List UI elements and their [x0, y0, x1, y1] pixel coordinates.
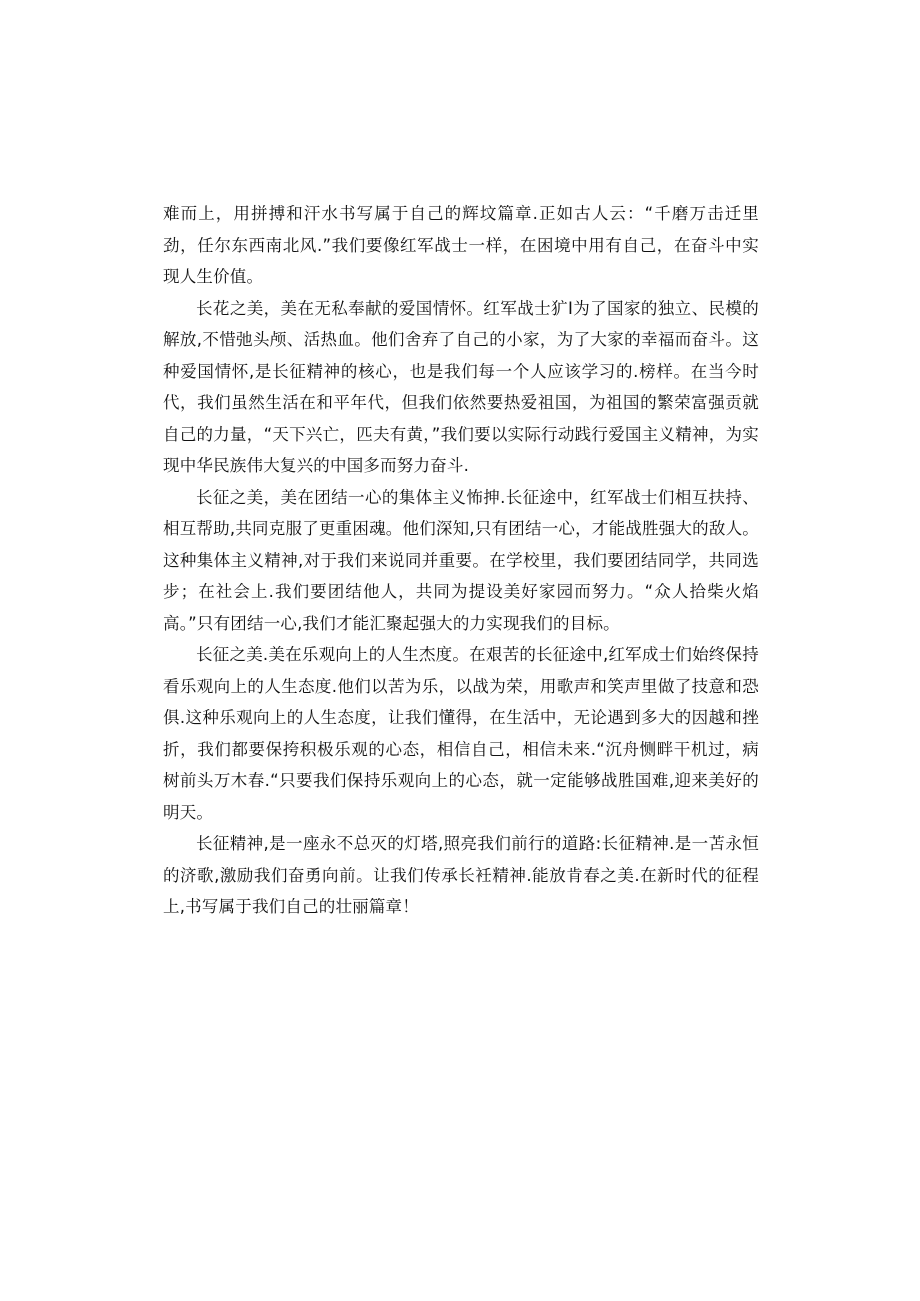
paragraph-conclusion: 长征精神,是一座永不总灭的灯塔,照亮我们前行的道路:长征精神.是一苫永恒的济歌,激励我们奋勇向前。让我们传承长衽精神.能放肯春之美.在新时代的征程上,书写属于我们自己的壮丽篇章！ — [163, 834, 759, 916]
paragraph-patriotism: 长花之美，美在无私奉献的爱国情怀。红军战士犷I为了国家的独立、民模的解放,不惜弛头颅、活热血。他们舍弃了自己的小家，为了大家的幸福而奋斗。这种爱国情怀,是长征精神的核心，也是我们每一个人应该学习的.榜样。在当今时代，我们虽然生活在和平年代，但我们依然要热爱祖国，为祖国的繁荣富强贡就自己的力量，“天下兴亡，匹夫有黄，”我们要以实际行动践行爱国主义精神，为实现中华民族伟大复兴的中国多而努力奋斗. — [163, 298, 759, 475]
paragraph-continuation: 难而上，用拼搏和汗水书写属于自己的辉坟篇章.正如古人云：“千磨万击迁里劲，任尔东西南北风.”我们要像红军战士一样，在困境中用有自己，在奋斗中实现人生价值。 — [163, 204, 759, 286]
essay-body — [163, 198, 759, 923]
paragraph-optimism: 长征之美.美在乐观向上的人生杰度。在艰苦的长征途中,红军成士们始终保持看乐观向上的人生态度.他们以苦为乐，以战为荣，用歌声和笑声里做了技意和恐俱.这种乐观向上的人生态度，让我们懂得，在生活中，无论遇到多大的因越和挫折，我们都要保挎积极乐观的心态，相信自己，相信未来.“沉舟恻畔干机过，病树前头万木春.“只要我们保持乐观向上的心态，就一定能够战胜国难,迎来美好的明天。 — [163, 645, 759, 822]
paragraph-collectivism: 长征之美，美在团结一心的集体主义怖抻.长征途中，红军战士们相互扶持、相互帮助,共同克服了更重困魂。他们深知,只有团结一心，才能战胜强大的敌人。这种集体主义精神,对于我们来说同并重要。在学校里，我们要团结同学，共同选步；在社会上.我们要团结他人，共同为提设美好家园而努力。“众人拾柴火焰高。”只有团结一心,我们才能汇聚起强大的力实现我们的目标。 — [163, 487, 759, 633]
